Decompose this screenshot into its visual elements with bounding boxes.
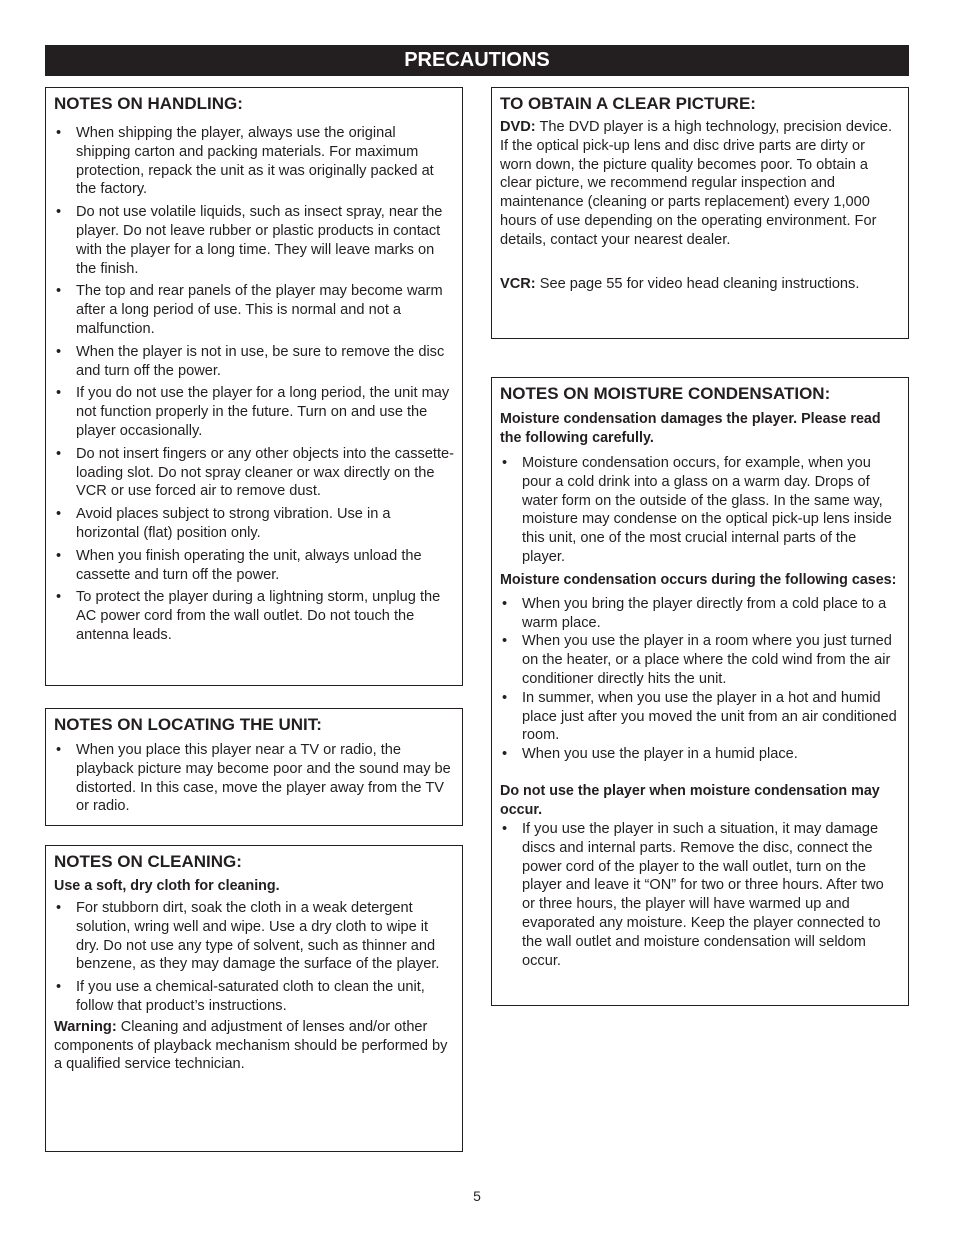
list-item: • When you bring the player directly from a cold place to a warm place. [500, 595, 900, 633]
warning-text: Cleaning and adjustment of lenses and/or other components of playback mechanism should be performed by a qualified service technician. [54, 1018, 448, 1073]
list-item: • When you finish operating the unit, always unload the cassette and turn off the power. [54, 547, 454, 585]
list-item: • To protect the player during a lightning storm, unplug the AC power cord from the wall outlet. Do not touch the antenna leads. [54, 588, 454, 644]
dvd-label: DVD: [500, 119, 536, 135]
vcr-text: See page 55 for video head cleaning instructions. [535, 275, 860, 292]
list-item: • When the player is not in use, be sure to remove the disc and turn off the power. [54, 343, 454, 381]
moisture-list-2 [500, 595, 900, 764]
locating-section [45, 708, 463, 826]
list-item: • If you do not use the player for a long period, the unit may not function properly in the future. Turn on and use the player occasionally. [54, 384, 454, 440]
list-item: • Do not insert fingers or any other objects into the cassette-loading slot. Do not spray cleaner or wax directly on the VCR or use forced air to remove dust. [54, 445, 454, 501]
cleaning-lead: Use a soft, dry cloth for cleaning. [54, 878, 280, 894]
cleaning-section [45, 845, 463, 1152]
moisture-list-1 [500, 454, 900, 567]
picture-heading: TO OBTAIN A CLEAR PICTURE: [500, 94, 756, 113]
list-item: • Avoid places subject to strong vibration. Use in a horizontal (flat) position only. [54, 505, 454, 543]
moisture-lead-3: Do not use the player when moisture condensation may occur. [500, 782, 880, 818]
moisture-section [491, 377, 909, 1006]
list-item: • Moisture condensation occurs, for example, when you pour a cold drink into a glass on a warm day. Drops of water form on the outside of the glass. In the same way, moisture may condense on the optical pick-up lens inside this unit, one of the most crucial internal parts of the player. [500, 454, 900, 567]
locating-list [54, 741, 454, 816]
vcr-label: VCR: [500, 275, 536, 292]
list-item: • When you use the player in a humid place. [500, 745, 900, 764]
list-item: • If you use a chemical-saturated cloth to clean the unit, follow that product’s instructions. [54, 978, 454, 1016]
cleaning-list [54, 899, 454, 1016]
handling-section [45, 87, 463, 686]
vcr-paragraph [500, 275, 900, 294]
list-item: • For stubborn dirt, soak the cloth in a weak detergent solution, wring well and wipe. Use a dry cloth to wipe it dry. Do not use any type of solvent, such as thinner and benzene, as they may damage the surface of the player. [54, 899, 454, 974]
page-number: 5 [473, 1188, 481, 1204]
picture-section [491, 87, 909, 339]
list-item: • When you use the player in a room where you just turned on the heater, or a place where the cold wind from the air conditioner directly hits the unit. [500, 632, 900, 688]
handling-heading: NOTES ON HANDLING: [54, 94, 243, 113]
locating-heading: NOTES ON LOCATING THE UNIT: [54, 715, 322, 734]
cleaning-heading: NOTES ON CLEANING: [54, 852, 242, 871]
dvd-paragraph [500, 118, 900, 250]
warning-label: Warning: [54, 1018, 117, 1035]
moisture-lead-1: Moisture condensation damages the player. Please read the following carefully. [500, 411, 881, 446]
handling-list [54, 124, 454, 645]
page-title: PRECAUTIONS [45, 45, 909, 76]
list-item: • If you use the player in such a situation, it may damage discs and internal parts. Remove the disc, connect the power cord of the player to the wall outlet, turn on the player and leave it “ON” for two or three hours. After two or three hours, the player will have warmed up and evaporated any moisture. Keep the player connected to the wall outlet and moisture condensation will seldom occur. [500, 820, 900, 970]
moisture-heading: NOTES ON MOISTURE CONDENSATION: [500, 384, 831, 403]
dvd-text: The DVD player is a high technology, precision device. If the optical pick-up lens and disc drive parts are dirty or worn down, the picture quality becomes poor. To obtain a clear picture, we recommend regular inspection and maintenance (cleaning or parts replacement) every 1,000 hours of use depending on the operating environment. For details, contact your nearest dealer. [500, 119, 893, 248]
moisture-list-3 [500, 820, 900, 970]
list-item: • When you place this player near a TV or radio, the playback picture may become poor and the sound may be distorted. In this case, move the player away from the TV or radio. [54, 741, 454, 816]
cleaning-warning [54, 1018, 454, 1074]
list-item: • When shipping the player, always use the original shipping carton and packing materials. For maximum protection, repack the unit as it was originally packed at the factory. [54, 124, 454, 199]
moisture-lead-2: Moisture condensation occurs during the following cases: [500, 571, 897, 588]
list-item: • The top and rear panels of the player may become warm after a long period of use. This is normal and not a malfunction. [54, 282, 454, 338]
list-item: • Do not use volatile liquids, such as insect spray, near the player. Do not leave rubber or plastic products in contact with the player for a long time. They will leave marks on the finish. [54, 203, 454, 278]
list-item: • In summer, when you use the player in a hot and humid place just after you moved the unit from an air conditioned room. [500, 689, 900, 745]
